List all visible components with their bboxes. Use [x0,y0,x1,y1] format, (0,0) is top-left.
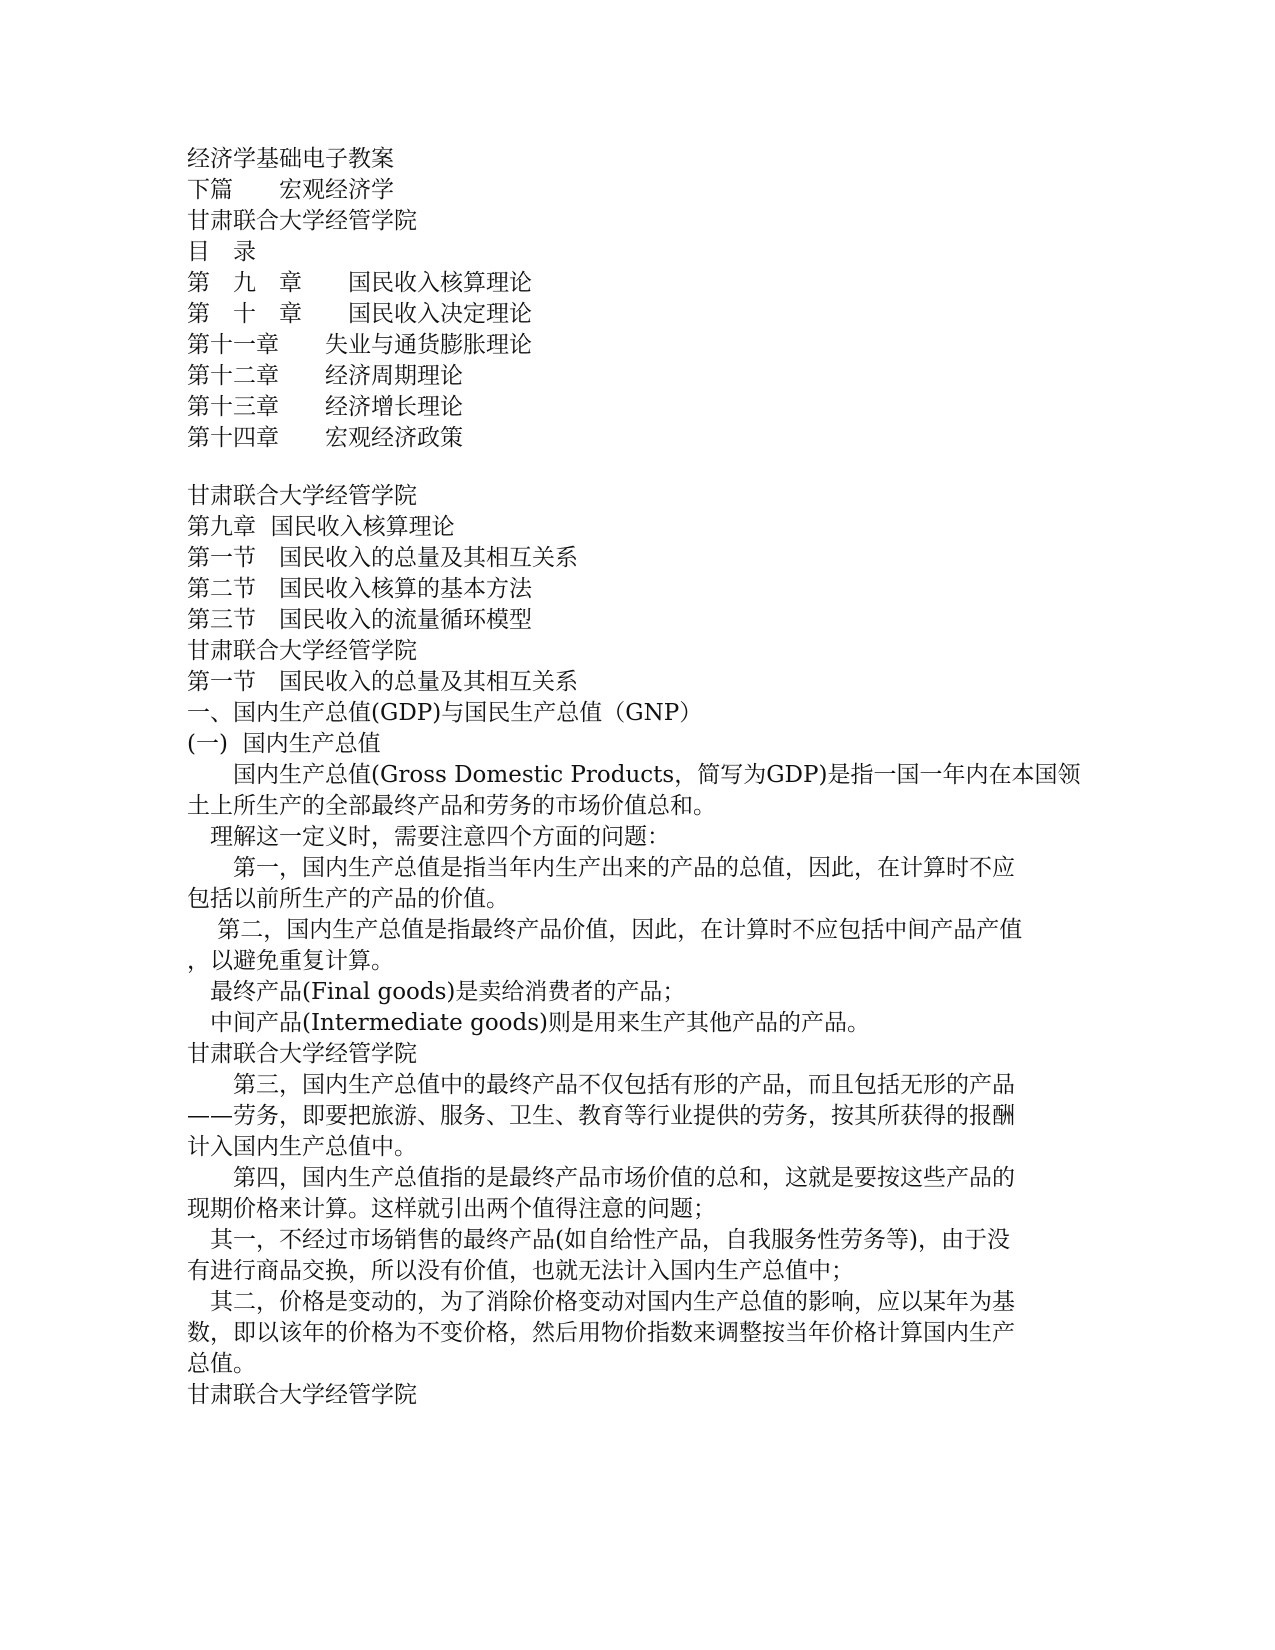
paragraph-line: ，以避免重复计算。 [187,948,394,974]
chapter-section-item: 第三节 国民收入的流量循环模型 [187,607,532,633]
school-name: 甘肃联合大学经管学院 [187,483,417,509]
toc-item: 第十一章 失业与通货膨胀理论 [187,332,532,358]
paragraph-line: 总值。 [187,1351,256,1377]
document-title: 经济学基础电子教案 [187,146,394,172]
paragraph-line: 第二，国内生产总值是指最终产品价值，因此，在计算时不应包括中间产品产值 [187,917,1023,943]
toc-item: 第十二章 经济周期理论 [187,363,463,389]
paragraph-line: 数，即以该年的价格为不变价格，然后用物价指数来调整按当年价格计算国内生产 [187,1320,1015,1346]
part-title: 下篇 宏观经济学 [187,177,394,203]
paragraph-line: 第四，国内生产总值指的是最终产品市场价值的总和，这就是要按这些产品的 [187,1165,1015,1191]
definition-line: 土上所生产的全部最终产品和劳务的市场价值总和。 [187,793,716,819]
paragraph-line: 计入国内生产总值中。 [187,1134,417,1160]
intermediate-goods-line: 中间产品(Intermediate goods)则是用来生产其他产品的产品。 [187,1010,871,1036]
definition-line: 国内生产总值(Gross Domestic Products，简写为GDP)是指一国一年内在本国领 [187,762,1081,788]
subheading-gdp: (一) 国内生产总值 [187,731,381,757]
chapter-section-item: 第二节 国民收入核算的基本方法 [187,576,532,602]
toc-item: 第十四章 宏观经济政策 [187,425,463,451]
paragraph-line: 第三，国内生产总值中的最终产品不仅包括有形的产品，而且包括无形的产品 [187,1072,1015,1098]
section-title: 第一节 国民收入的总量及其相互关系 [187,669,578,695]
note-line: 理解这一定义时，需要注意四个方面的问题： [187,824,670,850]
final-goods-line: 最终产品(Final goods)是卖给消费者的产品； [187,979,686,1005]
toc-item: 第 十 章 国民收入决定理论 [187,301,532,327]
paragraph-line: 包括以前所生产的产品的价值。 [187,886,509,912]
paragraph-line: 现期价格来计算。这样就引出两个值得注意的问题； [187,1196,716,1222]
toc-item: 第 九 章 国民收入核算理论 [187,270,532,296]
paragraph-line: 其二，价格是变动的，为了消除价格变动对国内生产总值的影响，应以某年为基 [187,1289,1015,1315]
school-name: 甘肃联合大学经管学院 [187,1041,417,1067]
heading-gdp-gnp: 一、国内生产总值(GDP)与国民生产总值（GNP） [187,700,703,726]
chapter-title: 第九章 国民收入核算理论 [187,514,455,540]
toc-item: 第十三章 经济增长理论 [187,394,463,420]
paragraph-line: 其一，不经过市场销售的最终产品(如自给性产品，自我服务性劳务等)，由于没 [187,1227,1010,1253]
school-name: 甘肃联合大学经管学院 [187,1382,417,1408]
paragraph-line: ——劳务，即要把旅游、服务、卫生、教育等行业提供的劳务，按其所获得的报酬 [187,1103,1015,1129]
school-name: 甘肃联合大学经管学院 [187,208,417,234]
chapter-section-item: 第一节 国民收入的总量及其相互关系 [187,545,578,571]
school-name: 甘肃联合大学经管学院 [187,638,417,664]
toc-heading: 目 录 [187,239,256,265]
paragraph-line: 第一，国内生产总值是指当年内生产出来的产品的总值，因此，在计算时不应 [187,855,1015,881]
paragraph-line: 有进行商品交换，所以没有价值，也就无法计入国内生产总值中； [187,1258,854,1284]
